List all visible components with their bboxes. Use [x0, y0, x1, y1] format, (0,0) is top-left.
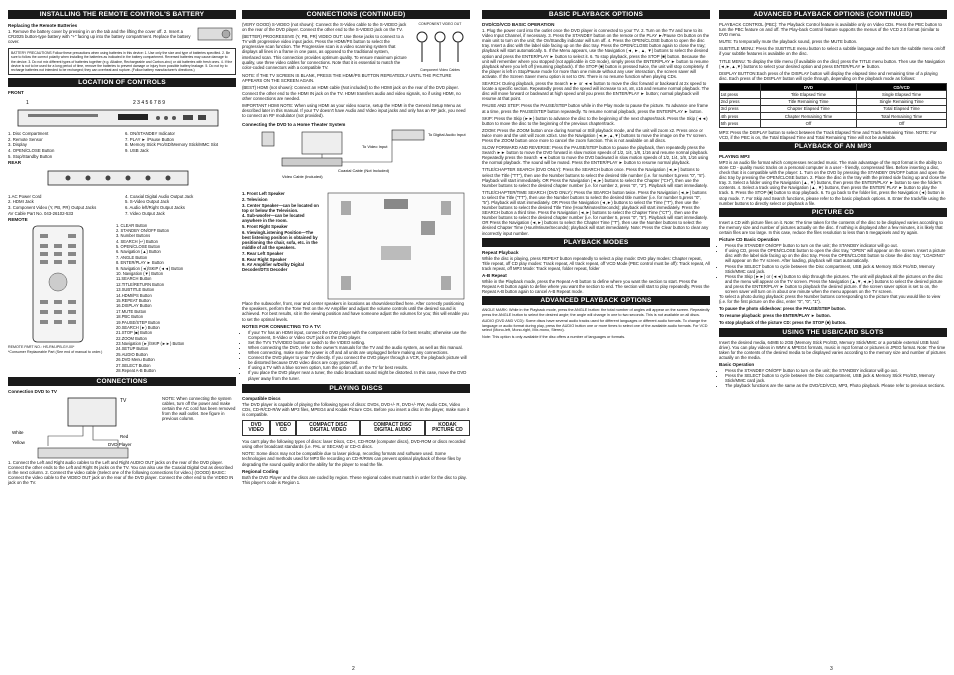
home-theater-item: 6. Viewing/Listening Position—The best listening position is obtained by positioning the chair, sofa, etc. in the middle of all the speakers. [242, 229, 318, 251]
picture-cd-text: Insert a CD with picture files on it. Note: The time taken for the contents of the disc to be displayed varies according to the memory size and number of pictures actually on the disc. If nothing is displayed after a few minutes, it is likely that certain files are too large. In this case, reduce the files resolution to less than 5 megapixels and try again. [719, 219, 943, 235]
svg-text:2 3 4 5 6 7 8 9: 2 3 4 5 6 7 8 9 [133, 99, 165, 106]
remote-item: 16.DISPLAY Button [116, 303, 152, 309]
note-item: • When connecting, make sure the power is off and all units are unplugged before making any connections. [248, 350, 470, 355]
section-header-advanced-playback: ADVANCED PLAYBACK OPTIONS [482, 296, 710, 305]
title-chapter-time-search: TITLE/CHAPTER/TIME SEARCH (DVD ONLY): Press the SEARCH button twice. Press the Navigation (◄,►) buttons to select the Title ("TT"), then use the Number buttons to select the desired title number (i.e. for number 5,press "0", "5"). Playback will start immediately. OR Press the Navigation (◄,►) buttons to select the Time ("T"), then use the Number buttons to select the desired Title Time (Hour/Minutes/Seconds); playback will start immediately. Press the SEARCH button a third time. Press the Navigation (◄,►) buttons to select the Chapter Time ("CT") , then use the Number buttons to select the desired chapter number (i.e. for number 5, press "0", "5"). Playback will start immediately. OR Press the Navigation (◄,►) buttons to select the Chapter Time ("T"), then use the Number buttons to select the desired Chapter Time (Hour/Minute/Seconds); playback will start immediately. Note: Press the Clear button to clear any incorrectly input number. [482, 189, 709, 236]
usb-item: • Press the STANDBY ON/OFF button to turn on the unit; the STANDBY indicator will go out. [725, 368, 947, 373]
dvd-player-icon [8, 96, 236, 130]
home-theater-title: Connecting the DVD to a Home Theater System [242, 122, 346, 128]
mp3-text: MP3 is an audio file format which compresses recorded music. The main advantage of the mp3 format is the ability to store CD - quality music tracks on a personal computer in a user - friendly, compressed files. Before inserting a disc, check that it is compatible with the player: 1. Turn on the DVD by pressing the STANDBY ON/OFF button and open the disc tray by pressing the OPEN/CLOSE button. 2. Place the disc in the tray with the printed side facing up and close the tray. 3. Select a folder using the Navigation (▲, ▼) buttons, then press the ENTER/PLAY ► button to see the folder's contents. 4. Select a track using the Navigation (▲, ▼) buttons, then press the ENTER/ PLAY ► button to play the track. 5. Press the STOP (■) button to stop playback. 6. To go back to the folder list, press the Navigation (◄) button in stop mode. 7. For Skip and Search functions, please refer to the basic playback options. 8. Enter the track/file using the number buttons to directly select or playback a file. [719, 159, 947, 206]
audio-paragraph: AUDIO (DVD AND VCD): Some discs have several audio tracks used for different languages or different audio formats. To change the language or audio format during play, press the AUDIO button one or more times to select one of the available audio formats. For VCD select (Mono-left, Mono-right, Mix-mono, Stereo). [482, 319, 708, 333]
rear-item: 5. S-Video Output Jack [125, 199, 170, 205]
hdmi-paragraph: (BEST) HDMI (not shown): Connect an HDMI cable (Not included) to the HDMI jack on the rear of the DVD player. Connect the other end to the HDMI IN jack on the TV. HDMI transfers audio and video signals, so if using HDMI, no other connections are needed. [242, 85, 461, 101]
table-cell: Chapter Elapsed Time [760, 105, 856, 112]
display-paragraph: DISPLAY BUTTON:Each press of the DISPLAY button will display the elapsed time and remaining time of a playing disc. Each press of the DISPLAY button will cycle through, depending on the playback mode as follows: [719, 70, 938, 81]
home-theater-diagram [242, 128, 470, 190]
repeat-title: Repeat Playback [482, 249, 519, 255]
remote-item: 11.SEARCH Button [116, 276, 152, 282]
remote-list [116, 224, 184, 375]
section-header-basic-playback: BASIC PLAYBACK OPTIONS [482, 10, 710, 19]
digital-input-label: To Digital Audio Input [428, 132, 466, 138]
rear-item: 6. Audio left/Right Output Jacks [125, 205, 185, 211]
ab-repeat-text: While in the Playback mode, press the Repeat A-B button to define where you want the section to start. Press the Repeat A-B button again to define where you want the section to end. The section will start to play repeatedly. Press the Repeat A-B button again to cancel A-B Repeat mode. [482, 279, 710, 295]
coax-label: Coaxial Cable (Not Included) [338, 168, 390, 174]
connection-instructions: 1. Connect the Left and Right audio cables to the Left and Right AUDIO OUT jacks on the rear of the DVD player. Connect the other ends to the Left and Right IN jacks on the TV. You can also use the Coaxial Digital Out as described in the next column. 2. Connect the video cable (Select one of the following connections for video.) (GOOD) BASIC: Connect the video cable to the VIDEO OUT jack on the rear of the DVD player. Connect the other end to the VIDEO IN jack on the TV. [8, 459, 234, 485]
notes-list [242, 330, 470, 381]
yellow-label: Yellow [12, 439, 25, 445]
remote-item: 10. Navigation (▼) Button [116, 271, 164, 277]
table-cell: Off [857, 120, 947, 127]
remote-item: 20.SEARCH (►) Button [116, 324, 160, 330]
rear-item: 3. Component Video (Y, PB, PR) Output Jacks [8, 205, 97, 211]
table-row [720, 105, 947, 112]
connection-subtitle: Connection DVD to TV [8, 389, 57, 395]
section-header-playback-modes: PLAYBACK MODES [482, 238, 710, 247]
vcd-logo: VIDEO CD [270, 420, 296, 436]
home-theater-text: Place the subwoofer, front, rear and center speakers in locations as shown/described here. After correctly positioning the speakers, perform the Tone Test on the AV Amplifier and adjust the volume controls until the desired sound is achieved. For best results, sit in the viewing position and have someone adjust the volumes for you; this will enable you to set the optimal levels. [242, 301, 469, 322]
mute-paragraph: MUTE: To temporarily mute the playback sound, press the MUTE button. [719, 39, 858, 45]
connection-note: NOTE: When connecting the system cables, turn off the power and make certain the AC cord has been removed from the wall outlet. See figure in previous column. [162, 395, 236, 421]
remote-item: 15.REPEAT Button [116, 297, 151, 303]
remote-item: 19.PAUSE/STEP Button [116, 319, 160, 325]
ab-repeat-title: A-B Repeat [482, 273, 507, 279]
svg-text:1: 1 [26, 99, 29, 106]
remote-item: 24.SETUP Button [116, 346, 149, 352]
remote-item: 1. CLEAR Button [116, 222, 148, 228]
table-row [720, 113, 947, 120]
usb-item: • Press the SELECT button to cycle between the Disc compartment, USB jack & Memory Stick Pro/SD, Memory Stick/MMC card jack. [725, 373, 947, 383]
column-3 [482, 10, 710, 341]
notes-header: NOTES FOR CONNECTING TO A TV: [242, 323, 322, 329]
battery-icon [196, 22, 236, 44]
picture-select-text: To select a photo during playback: press the Number buttons corresponding to the picture that you would like to view (i.e. for the first picture on the disc, enter "0", "0", "1"). [719, 294, 941, 305]
picture-resume-text: To resume playback: press the ENTER/PLAY ► button. [719, 313, 831, 319]
picture-cd-item: • Press the SELECT button to cycle between the Disc compartment, USB jack & Memory Stick Pro/SD, Memory Stick/MMC card jack. [725, 264, 947, 274]
progressive-paragraph: (BETTER) PROGRESSIVE (Y, PB, PR) VIDEO OUT: Use these jacks to connect to a TV with progressive video input jacks. Press the HDMI/PS button to select the progressive scan function. The Progressive scan is a video scanning system that displays all lines in a frame in one pass, as opposed to the traditional system, interlaced scan. This connection provides optimum quality. To ensure maximum picture quality, use three video cables for connections. Note that it is essential to match the color-coded connectors with a compatible TV. [242, 34, 407, 70]
title-menu-paragraph: TITLE MENU: To display the title menu (if available on the disc) press the TITLE menu button. Then use the Navigation (◄,►,▲,▼) buttons to select your desired option and press ENTER/PLAY ► button. [719, 58, 945, 69]
table-cell: Single Remaining Time [857, 98, 947, 105]
angle-paragraph: ANGLE MARK: While in the Playback mode, press the ANGLE button: the total number of angles will appear on the screen. Repeatedly press the ANGLE button to select the desired angle; the angle will change in one to two seconds. This is not available on all discs. [482, 308, 710, 317]
picture-cd-item: • Press the Skip (►►) or (◄◄) button to skip through the pictures. The unit will playback all the pictures on the disc and the menu will appear on the TV screen. Press the Navigation (▲,▼,◄,►) buttons to select the desired picture and press the ENTER/PLAY ► button to playback the desired picture. If the screen saver option is set to on, the screen saver will turn on in about one minute when the menu appears on the TV screen. [725, 274, 947, 294]
table-cell: 4th press [720, 113, 761, 120]
remote-control-icon [8, 224, 108, 344]
rear-label: REAR [8, 160, 22, 166]
mp3-display-note: MP3: Press the DISPLAY button to select between the Track Elapsed Time and Track Remaining Time. NOTE: For VCD, if the PBC is on, the Total Elapsed Time and Total Remaining Time will not be available. [719, 129, 937, 140]
section-header-connections: CONNECTIONS [8, 377, 236, 386]
remote-item: 9. Navigation (◄)/SKIP (◄◄) Button [116, 265, 184, 271]
home-theater-item: 8. Rear Right Speaker [242, 256, 287, 262]
remote-item: 7. ANGLE Button [116, 254, 148, 260]
section-header-battery: INSTALLING THE REMOTE CONTROL'S BATTERY [8, 10, 236, 19]
note-item: • If you place the DVD player near a tuner, the radio broadcast sound might be distorted. In this case, move the DVD player away from the tuner. [248, 370, 470, 380]
home-theater-item: 9. AV Amplifier w/Dolby Digital Decoder/DTS Decoder [242, 262, 304, 273]
remote-item: 27.SELECT Button [116, 362, 151, 368]
rear-item: 1.AC Power Cord [8, 193, 42, 199]
incompatible-discs-text: You can't play the following types of discs: laser Discs, CD-I, CD-ROM (computer discs), DVD-ROM or discs recorded using other broadcast standards (i.e. PAL or SECAM) or CD-G discs. [242, 439, 466, 450]
playing-mp3-title: PLAYING MP3 [719, 153, 750, 159]
audio-note: Note: This option is only available if the disc offers a number of languages or formats. [482, 334, 626, 339]
cd-video-logo: COMPACT DISC DIGITAL VIDEO [296, 420, 360, 436]
remote-item: 4. SEARCH (↵) Button [116, 238, 158, 244]
home-theater-list [242, 191, 322, 301]
section-header-playing-discs: PLAYING DISCS [242, 384, 470, 393]
usb-list [719, 368, 947, 388]
remote-item: 21.STOP (■) Button [116, 330, 152, 336]
column-4 [719, 10, 947, 388]
compatible-discs-title: Compatible Discs [242, 395, 281, 401]
column-1 [8, 10, 236, 487]
table-row [720, 91, 947, 98]
table-cell: Single Elapsed Time [857, 91, 947, 98]
remote-item: 14.HDMI/PS Button [116, 292, 152, 298]
rear-item: 4. Coaxial Digital Audio Output Jack [125, 193, 194, 199]
front-item: 2. Remote Sensor [8, 136, 43, 142]
remote-item: 13.SUBTITLE Button [116, 287, 155, 293]
table-cell: Total Elapsed Time [857, 105, 947, 112]
section-header-mp3: PLAYBACK OF AN MP3 [719, 142, 947, 151]
slow-paragraph: SLOW FORWARD AND REVERSE: Press the PAUSE/STEP button to pause the playback, then repeatedly press the Search ►► button to move the DVD forward in slow motion speeds of 1/2, 1/4, 1/8, 1/16 and resume normal playback. Repeatedly press the Search ◄◄ button to move the DVD backward in slow motion speeds of 1/2, 1/4, 1/8, 1/16 using the normal playback. The sound will be muted. Press the ENTER/PLAY ► button to resume normal playback. [482, 145, 709, 166]
remote-item: 8. ENTER/PLAY ► Button [116, 260, 164, 266]
remote-item: 25.AUDIO Button [116, 351, 148, 357]
component-cable-label: Component Video Cables [420, 68, 460, 73]
hdmi-blank-note: NOTE: If THE TV SCREEN IS BLANK, PRESS THE HDMI/PS BUTTON REPEATEDLY UNTIL THE PICTURE APPEARS ON THE SCREEN AGAIN. [242, 73, 452, 84]
home-theater-item: 5. Front Right Speaker [242, 224, 288, 230]
home-theater-item: 4. Sub-woofer—can be located anywhere in the room. [242, 213, 305, 224]
remote-item: 3. Number Buttons [116, 233, 151, 239]
table-row [720, 98, 947, 105]
display-table [719, 83, 947, 128]
search-paragraph: SEARCH: During playback, press the Search ►► or ◄◄ button to move the disc forward or backward at 2x speed to locate a specific section. Repeatedly press and the speed will increase to x4, x8, x16 and resume normal playback. The disc will move forward or backward at high speed until you press the ENTER/PLAY ► button; normal playback will resume at that point. [482, 81, 710, 102]
home-theater-item: 1. Front Left Speaker [242, 191, 285, 197]
video-input-label: To Video Input [362, 144, 388, 150]
picture-stop-text: To stop playback of the picture CD: press the STOP (■) button. [719, 320, 847, 326]
disc-note: NOTE: Some discs may not be compatible due to laser pickup, recording formats and software used. Some technologies and methods used for MP3 file recording on CD-R/RWs can prevent optimal playback of these files by degrading the sound quality and/or the ability for the player to read the file. [242, 451, 461, 467]
pbc-paragraph: PLAYBACK CONTROL (PBC): The Playback Control feature is available only on Video CDs. Press the PBC button to turn the PBC feature on and off. The Play-back Control feature supports the menus of the VCD 2.0 format (similar to DVD menu. [719, 22, 942, 38]
video-cable-label: Video Cable (Included) [282, 174, 323, 180]
hdmi-note: IMPORTANT HDMI NOTE: When using HDMI as your video source, setup the HDMI in the General Setup Menu as described later in this manual. If your TV doesn't have Audio and Video input jacks and only has an RF jack, you need to connect an RF modulator (not provided). [242, 102, 466, 118]
regional-coding-text: Both the DVD Player and the discs are coded by region. These regional codes must match in order for the disc to play. This player's code is Region 1. [242, 474, 467, 485]
table-cell: Title Remaining Time [760, 98, 856, 105]
rear-item: AV Cable Part No. 043-26102-533 [8, 210, 74, 216]
white-label: White [12, 429, 24, 435]
column-2 [242, 10, 470, 487]
skip-paragraph: SKIP: Press the Skip (►►) button to advance the disc to the beginning of the next chapter/track. Press the Skip (◄◄) button to move the disc to the beginning of the previous chapter/track. [482, 115, 708, 126]
note-item: • If your TV has an HDMI input, connect the DVD player with the component cable for best results; otherwise use the Component, S-Video or Video OUT jack on the DVD player. [248, 330, 470, 340]
picture-pause-text: To pause the photo slideshow: press the PAUSE/STEP button. [719, 306, 846, 312]
battery-instructions: 1. Remove the battery cover by pressing in on the tab and the lifting the cover off. 2. Insert a CR2025 button-type battery with "+" facing up into the battery compartment. Replace the battery cover. [8, 29, 191, 45]
rear-item: 2. HDMI Jack [8, 199, 34, 205]
table-cell: Chapter Remaining Time [760, 113, 856, 120]
disc-logos [242, 420, 470, 436]
tv-label: TV [120, 397, 127, 404]
remote-item: 28.Repeat A-B Button [116, 368, 156, 374]
table-cell: Total Remaining Time [857, 113, 947, 120]
table-row [720, 120, 947, 127]
table-header-cdvcd: CD/VCD [857, 83, 947, 90]
front-item: 7. PLAY ► /Pause Button [125, 136, 175, 142]
title-chapter-search: TITLE/CHAPTER SEARCH (DVD ONLY): Press the SEARCH button once. Press the Navigation (◄,►) buttons to select the Title ("TT"), then use the Number buttons to select the desired title number (i.e. for number 5,press "0", "5"). Playback will start immediately. OR Press the Navigation (◄,►) buttons to select the Chapter ("CH"), then use the Number buttons to select the desired chapter number (i.e. for number 2, press "0", "2"). Playback will start immediately. [482, 167, 708, 188]
remote-item: 17.MUTE Button [116, 308, 147, 314]
table-cell: 3rd press [720, 105, 761, 112]
note-item: • Set the TV's TV/VIDEO button or switch to the VIDEO setting. [248, 340, 470, 345]
remote-item: 22.ZOOM Button [116, 335, 147, 341]
repeat-text: While the disc is playing, press REPEAT button repeatedly to select a play mode: DVD play modes: Chapter repeat, Title repeat, off CD play modes: Track repeat, All track repeat, off VCD Mode (PBC control must be off): Track repeat, All track repeat, off MP3 Mode: Track repeat, folder repeat, folder [482, 255, 710, 271]
kodak-logo: KODAK PICTURE CD [425, 420, 470, 436]
battery-subtitle: Replacing the Remote Batteries [8, 23, 78, 28]
subtitle-paragraph: SUBTITLE MENU: Press the SUBTITLE menu button to select a subtitle language and the turn the subtitle menu on/off if your subtitle features is available on the disc. [719, 46, 946, 57]
front-item: 6. ON/STANDBY Indicator [125, 131, 175, 137]
note-item: • When connecting the DVD, refer to the owner's manuals for the TV and the audio system, as well as this manual. [248, 345, 470, 350]
section-header-connections-continued: CONNECTIONS (CONTINUED) [242, 10, 470, 19]
front-item: 4. OPEN/CLOSE Button [8, 148, 55, 154]
section-header-advanced-continued: ADVANCED PLAYBACK OPTIONS (CONTINUED) [719, 10, 947, 19]
tv-connection-diagram [8, 396, 158, 460]
home-theater-item: 3. Center Speaker—can be located on top or below the Television. [242, 202, 319, 213]
cd-audio-logo: COMPACT DISC DIGITAL AUDIO [360, 420, 424, 436]
section-header-usb: USING THE USB/CARD SLOTS [719, 328, 947, 337]
table-cell: 5th press [720, 120, 761, 127]
compatible-discs-text: The DVD player is capable of playing the following types of discs: DVDs, DVD+/- R, DVD+/- RW, Audio CDs, Video CDs, CD-R/CD-R/W with MP3 files, MPEG4 and Kodak Picture CDs. Before you insert a disc in the player, make sure it is compatible. [242, 401, 470, 417]
page-number-right: 3 [830, 666, 833, 672]
remote-item: 26.DVD Menu Button [116, 357, 155, 363]
home-theater-item: 7. Rear Left Speaker [242, 250, 284, 256]
front-item: 9. USB Jack [125, 148, 149, 154]
front-item: 1. Disc Compartment [8, 131, 49, 137]
remote-item: 23.Navigation (►)/SKIP (►►) Button [116, 341, 185, 347]
picture-cd-basic-title: Picture CD Basic Operation [719, 237, 779, 243]
page-number-left: 2 [352, 666, 355, 672]
remote-item: 12.TITLE/RETURN Button [116, 281, 165, 287]
speaker-layout-diagram [326, 191, 466, 301]
pause-paragraph: PAUSE AND STEP: Press the PAUSE/STEP button while in the Play mode to pause the picture. To advance one frame at a time, press the PAUSE/STEP button repeatedly. To resume normal playback, press the ENTER/PLAY ► button. [482, 103, 709, 114]
basic-operation-title: DVD/CD/VCD BASIC OPERATION [482, 22, 555, 27]
usb-text: Insert the desired media, 64MB to 2GB (Memory Stick Pro/SD, Memory Stick/MMC or a portable external USB hard drive). You can play videos in WMV & MPEG4 formats, music in mp3 format or pictures in JPEG format. Note: The time taken for the contents of the desired media to be displayed varies according to the memory size and number of pictures actually on the media. [719, 339, 946, 360]
remote-note: *Consumer Replaceable Part (See end of manual to order.) [8, 349, 103, 354]
remote-label: REMOTE [8, 217, 28, 223]
svideo-paragraph: (VERY GOOD) S-VIDEO (not shown): Connect the S-Video cable to the S-VIDEO jack on the rear of the DVD player. Connect the other end to the S-VIDEO jack on the TV. [242, 22, 407, 33]
battery-precautions: BATTERY PRECAUTIONS Follow these precautions when using batteries in this device: 1. Use only the size and type of batteries specified. 2. Be sure to follow the correct polarity when installing the batteries as indicated in the battery compartment. Reversed batteries may cause damage to the device. 3. Do not mix different types of batteries together (e.g. Alkaline, Rechargeable and Carbon-zinc) or old batteries with fresh ones. 4. If the device is not to be used for a long period of time, remove the batteries to prevent damage or injury from possible battery leakage. 5. Do not try to recharge batteries not intended to be recharged; they can overheat and rupture. (Follow battery manufacturer's directions.) [8, 48, 236, 74]
remote-item: 6. Navigation (▲) Button [116, 249, 161, 255]
remote-part-number: REMOTE PART NO.: HS-RM-IPB-GY-00* [8, 344, 75, 349]
zoom-paragraph: ZOOM: Press the ZOOM button once during Normal or Still playback mode, and the unit will zoom x2. Press once or twice more and the unit will zoom x3/x4. Use the Navigation (◄,►,▲,▼) buttons to move the image on the TV screen. Press the ZOOM button once more to cancel the zoom function. This is not available on all discs. [482, 127, 707, 143]
front-item: 5. Stop/Standby Button [8, 153, 53, 159]
remote-item: 18.PBC Button [116, 314, 144, 320]
dvd-player-label: DVD Player [108, 441, 132, 447]
dvd-logo: DVD VIDEO [242, 420, 270, 436]
section-header-picture-cd: PICTURE CD [719, 208, 947, 217]
component-jack-icon [410, 27, 470, 67]
table-cell: Title Elapsed Time [760, 91, 856, 98]
note-item: • Connect the DVD player to your TV directly. If you connect the DVD player through a VCR, the playback picture will be distorted because DVD video discs are copy protected. [248, 355, 470, 365]
front-item: 8. Memory Stick Pro/SD/Memory Stick/MMC Slot [125, 142, 219, 148]
table-cell: Off [760, 120, 856, 127]
remote-item: 2. STANDBY ON/OFF Button [116, 227, 170, 233]
table-cell: 1st press [720, 91, 761, 98]
note-item: • If using a TV with a blue screen option, turn the option off, on the TV for best results. [248, 365, 470, 370]
regional-coding-title: Regional Coding [242, 468, 279, 474]
usb-item: • The playback functions are the same as the DVD/CD/VCD, MP3, Photo playback. Please refer to previous sections. [725, 383, 947, 388]
picture-cd-list [719, 243, 947, 294]
rear-item: 7. Video Output Jack [125, 210, 165, 216]
component-label: COMPONENT VIDEO OUT [418, 22, 462, 26]
dvd-rear-icon [8, 167, 236, 193]
red-label: Red [120, 433, 129, 439]
picture-cd-item: • If using CD, press the OPEN/CLOSE button to open the disc tray, "OPEN" will appear on the screen. Insert a picture disc with the label side facing up on the disc tray. Press the OPEN/CLOSE button to close the disc tray; "LOADING" will appear on the TV screen. After loading, playback will start automatically. [725, 248, 947, 263]
picture-cd-item: • Press the STANDBY ON/OFF button to turn on the unit; the STANDBY indicator will go out. [725, 243, 947, 248]
table-cell: 2nd press [720, 98, 761, 105]
usb-basic-title: Basic Operation [719, 361, 755, 367]
table-header-dvd: DVD [760, 83, 856, 90]
basic-operation-steps: 1. Plug the power cord into the outlet once the DVD player is connected to your TV. 2. Turn on the TV and tune to its Video Input Channel, if necessary. 3. Press the STANDBY button on the remote or the PLAY ►/Pause On button on the main unit to turn on the unit; the On/Standby indicator will turn off. 4. Press the OPEN/CLOSE button to open the disc tray. Insert a disc with the label side facing up on the disc tray. Press the OPEN/CLOSE button again to close the tray; playback will start automatically. 5. If the Menu appears, use the Navigation (◄, ►, ▲, ▼) buttons to select the desired option and press the ENTER/PLAY ► button to select it. 6. To stop playback, press the STOP (■) button. Because the unit will remember where you stopped (not applicable in CD mode), simply press the ENTER/PLAY ► button to resume playback where you left off (resuming playback). If the STOP (■) button is pressed twice, the unit will stop completely. If the player is left in Stop/Pause mode for more than one minute without any user interaction, the screen saver will activate. If the Screen Saver menu option is set to ON. There is no resume function when playing CDs. [482, 28, 710, 79]
front-item: 3. Display [8, 142, 27, 148]
remote-item: 5. OPEN/CLOSE Button [116, 244, 161, 250]
home-theater-item: 2. Television [242, 196, 268, 202]
section-header-controls: LOCATION OF CONTROLS [8, 78, 236, 87]
front-label: FRONT [8, 89, 24, 95]
